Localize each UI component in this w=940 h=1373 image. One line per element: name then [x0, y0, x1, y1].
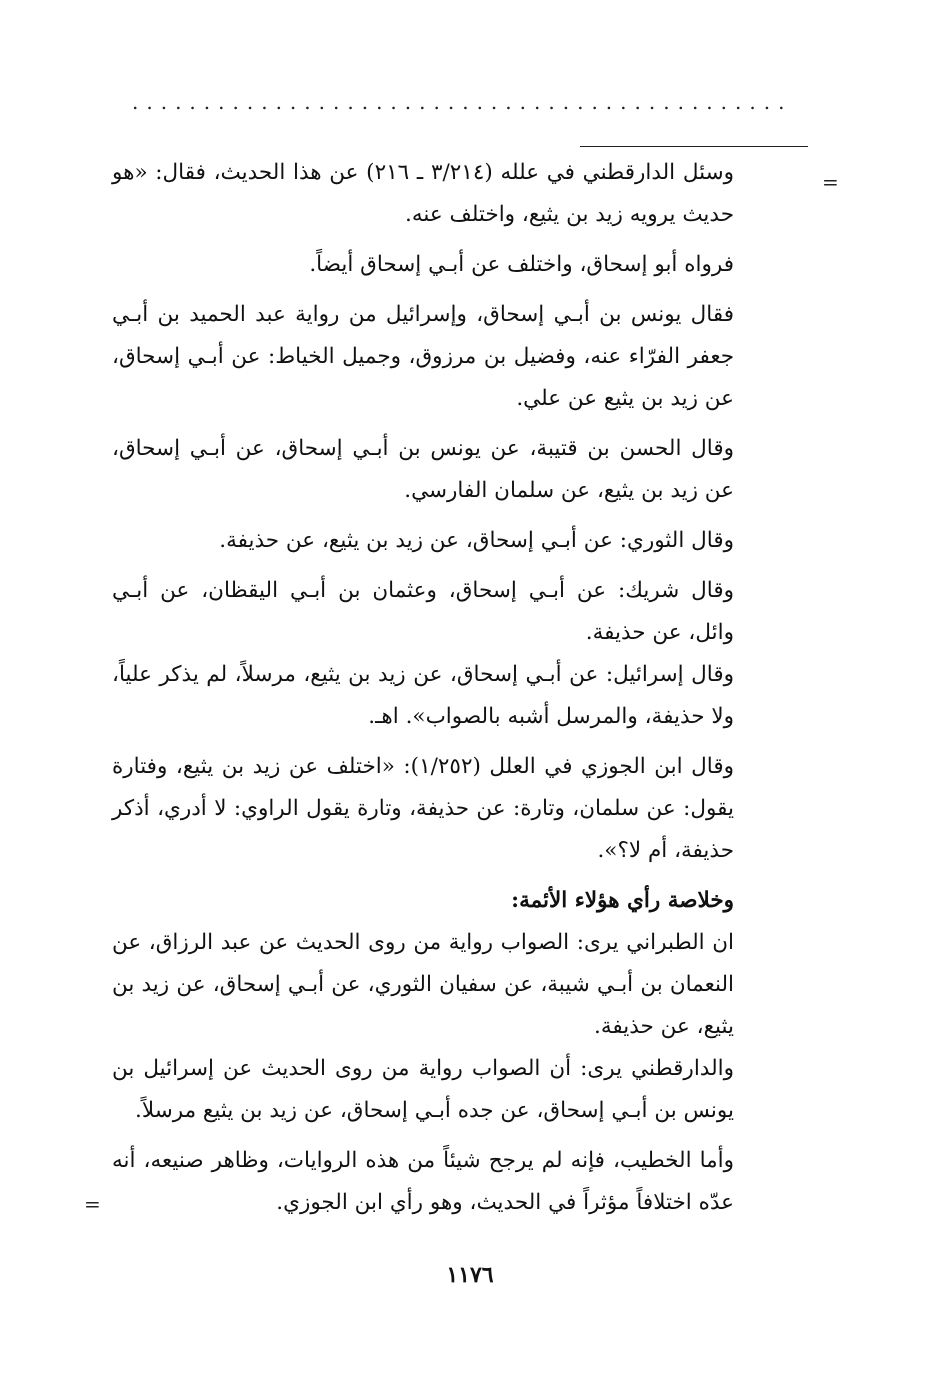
- continuation-mark-right: =: [822, 170, 839, 194]
- page-number: ١١٧٦: [446, 1262, 494, 1288]
- paragraph-daraqutni-question: وسئل الدارقطني في علله (٣/٢١٤ ـ ٢١٦) عن هذا الحديث، فقال: «هو حديث يرويه زيد بن يثيع، واختلف عنه.: [112, 160, 735, 227]
- summary-heading: وخلاصة رأي هؤلاء الأئمة:: [511, 888, 734, 913]
- paragraph-khatib: وأما الخطيب، فإنه لم يرجح شيئاً من هذه الروايات، وظاهر صنيعه، أنه عدّه اختلافاً مؤثراً في الحديث، وهو رأي ابن الجوزي.: [112, 1148, 734, 1215]
- separator-dots: ..............................................: [132, 92, 793, 112]
- continuation-mark-left: =: [84, 1192, 101, 1216]
- paragraph-tabarani: ان الطبراني يرى: الصواب رواية من روى الحديث عن عبد الرزاق، عن النعمان بن أبـي شيبة، عن سفيان الثوري، عن أبـي إسحاق، عن زيد بن يثيع، عن حذيفة.: [112, 930, 734, 1039]
- paragraph-abu-ishaq: فرواه أبو إسحاق، واختلف عن أبـي إسحاق أيضاً.: [309, 252, 734, 277]
- paragraph-yunus: فقال يونس بن أبـي إسحاق، وإسرائيل من رواية عبد الحميد بن أبـي جعفر الفرّاء عنه، وفضيل بن مرزوق، وجميل الخياط: عن أبـي إسحاق، عن زيد بن يثيع عن علي.: [112, 302, 734, 411]
- paragraph-sharik: وقال شريك: عن أبـي إسحاق، وعثمان بن أبـي اليقظان، عن أبـي وائل، عن حذيفة.: [112, 578, 734, 645]
- page-body: [112, 152, 734, 1232]
- paragraph-daraqutni-view: والدارقطني يرى: أن الصواب رواية من روى الحديث عن إسرائيل بن يونس بن أبـي إسحاق، عن جده أبـي إسحاق، عن زيد بن يثيع مرسلاً.: [112, 1056, 734, 1123]
- top-rule: [580, 146, 808, 147]
- paragraph-ibn-jawzi: وقال ابن الجوزي في العلل (١/٢٥٢): «اختلف عن زيد بن يثيع، وفتارة يقول: عن سلمان، وتارة: عن حذيفة، وتارة يقول الراوي: لا أدري، أذكر حذيفة، أم لا؟».: [112, 754, 734, 863]
- paragraph-israil: وقال إسرائيل: عن أبـي إسحاق، عن زيد بن يثيع، مرسلاً، لم يذكر علياً، ولا حذيفة، والمرسل أشبه بالصواب». اهـ.: [112, 662, 734, 729]
- paragraph-thawri: وقال الثوري: عن أبـي إسحاق، عن زيد بن يثيع، عن حذيفة.: [219, 528, 734, 553]
- paragraph-hasan-qutayba: وقال الحسن بن قتيبة، عن يونس بن أبـي إسحاق، عن أبـي إسحاق، عن زيد بن يثيع، عن سلمان الفارسي.: [112, 436, 734, 503]
